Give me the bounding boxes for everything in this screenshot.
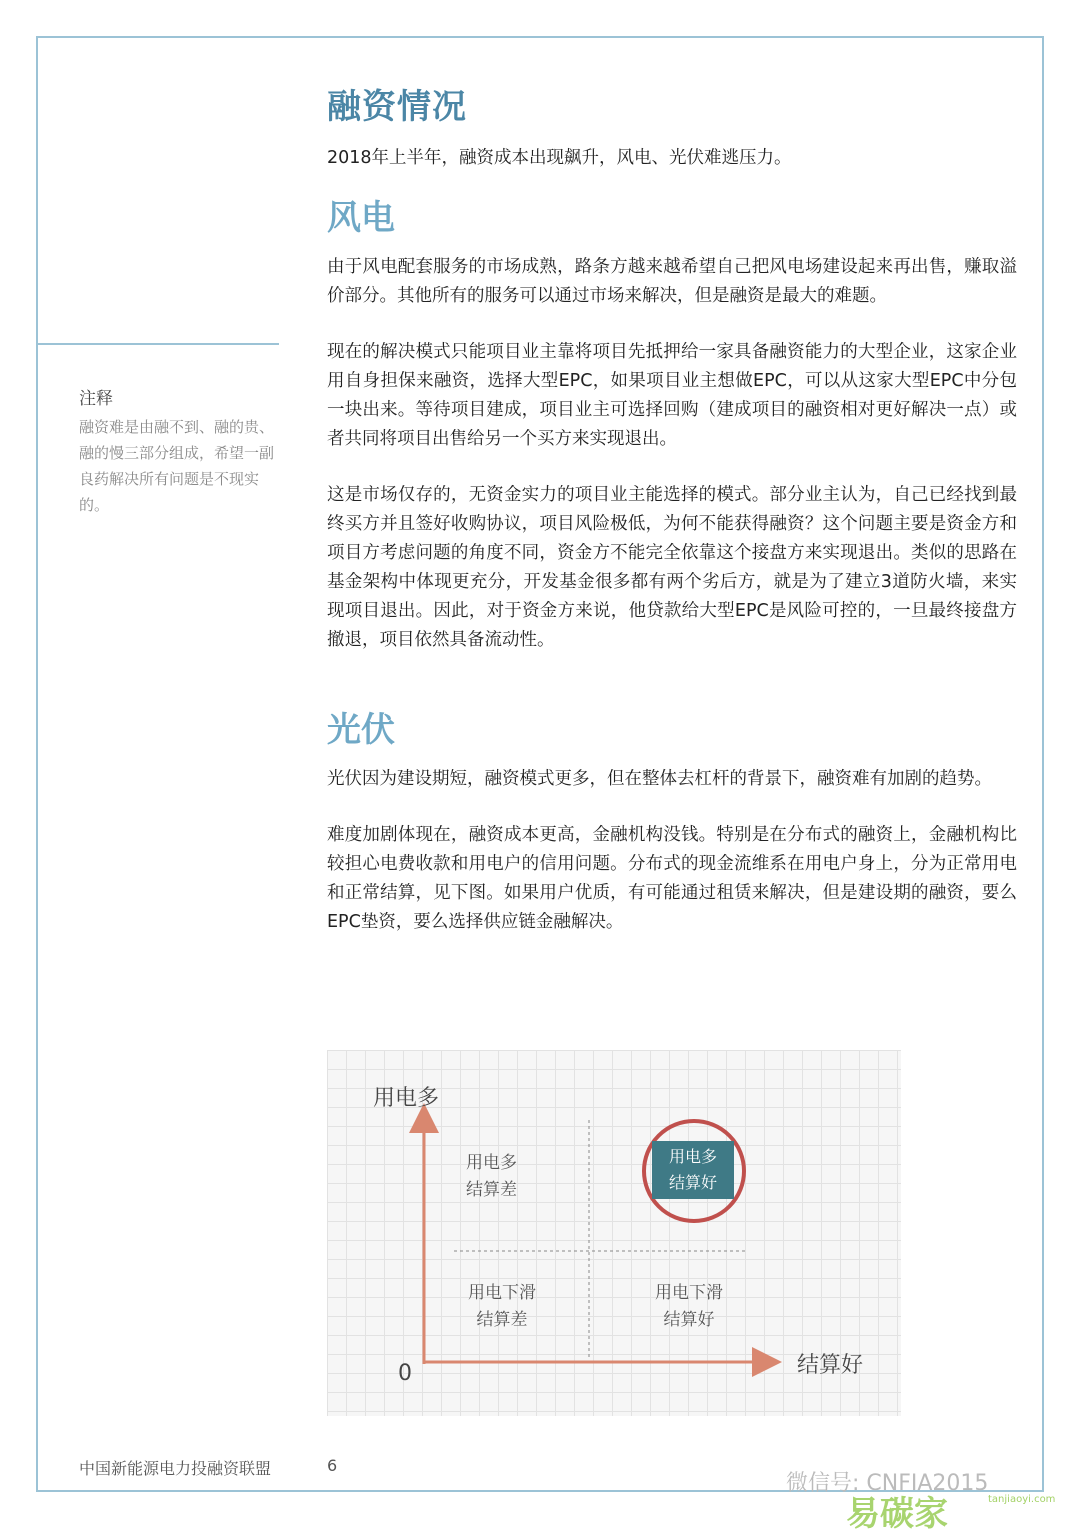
note-body: 融资难是由融不到、融的贵、融的慢三部分组成，希望一副良药解决所有问题是不现实的。 — [79, 418, 275, 514]
main-content — [327, 84, 1017, 937]
intro-text: 2018年上半年，融资成本出现飙升，风电、光伏难逃压力。 — [327, 148, 792, 168]
brand-watermark: 易碳家 — [846, 1494, 948, 1534]
quadrant-bottom-left: 用电下滑 结算差 — [468, 1283, 536, 1330]
pv-paragraph-1: 光伏因为建设期短，融资模式更多，但在整体去杠杆的背景下，融资难有加剧的趋势。 — [327, 769, 992, 789]
page-title: 融资情况 — [327, 87, 467, 127]
y-axis-label: 用电多 — [373, 1086, 440, 1111]
origin-label: 0 — [398, 1361, 412, 1386]
quadrant-top-left: 用电多 结算差 — [466, 1153, 517, 1200]
wind-paragraph-3: 这是市场仅存的，无资金实力的项目业主能选择的模式。部分业主认为，自己已经找到最终买方并且签好收购协议，项目风险极低，为何不能获得融资？这个问题主要是资金方和项目方考虑问题的角度不同，资金方不能完全依靠这个接盘方来实现退出。类似的思路在基金架构中体现更充分，开发基金很多都有两个劣后方，就是为了建立3道防火墙，来实现项目退出。因此，对于资金方来说，他贷款给大型EPC是风险可控的，一旦最终接盘方撤退，项目依然具备流动性。 — [327, 485, 1017, 650]
wind-paragraph-1: 由于风电配套服务的市场成熟，路条方越来越希望自己把风电场建设起来再出售，赚取溢价部分。其他所有的服务可以通过市场来解决，但是融资是最大的难题。 — [327, 257, 1017, 306]
pv-paragraph-2: 难度加剧体现在，融资成本更高，金融机构没钱。特别是在分布式的融资上，金融机构比较担心电费收款和用电户的信用问题。分布式的现金流维系在用电户身上，分为正常用电和正常结算，见下图。如果用户优质，有可能通过租赁来解决，但是建设期的融资，要么EPC垫资，要么选择供应链金融解决。 — [327, 825, 1017, 932]
wind-paragraph-2: 现在的解决模式只能项目业主靠将项目先抵押给一家具备融资能力的大型企业，这家企业用自身担保来融资，选择大型EPC，如果项目业主想做EPC，可以从这家大型EPC中分包一块出来。等待项目建成，项目业主可选择回购（建成项目的融资相对更好解决一点）或者共同将项目出售给另一个买方来实现退出。 — [327, 342, 1017, 449]
quadrant-bottom-right: 用电下滑 结算好 — [655, 1283, 723, 1330]
wechat-watermark: 微信号: CNFIA2015 — [786, 1471, 989, 1496]
sidebar-divider — [36, 343, 279, 345]
url-watermark: tanjiaoyi.com — [988, 1494, 1056, 1505]
page-number: 6 — [327, 1456, 338, 1475]
wind-heading: 风电 — [327, 198, 395, 238]
note-title: 注释 — [79, 389, 113, 409]
footer-org: 中国新能源电力投融资联盟 — [79, 1459, 272, 1478]
pv-heading: 光伏 — [327, 710, 395, 750]
x-axis-label: 结算好 — [797, 1353, 864, 1378]
quadrant-top-right-highlight: 用电多 结算好 — [652, 1141, 734, 1199]
